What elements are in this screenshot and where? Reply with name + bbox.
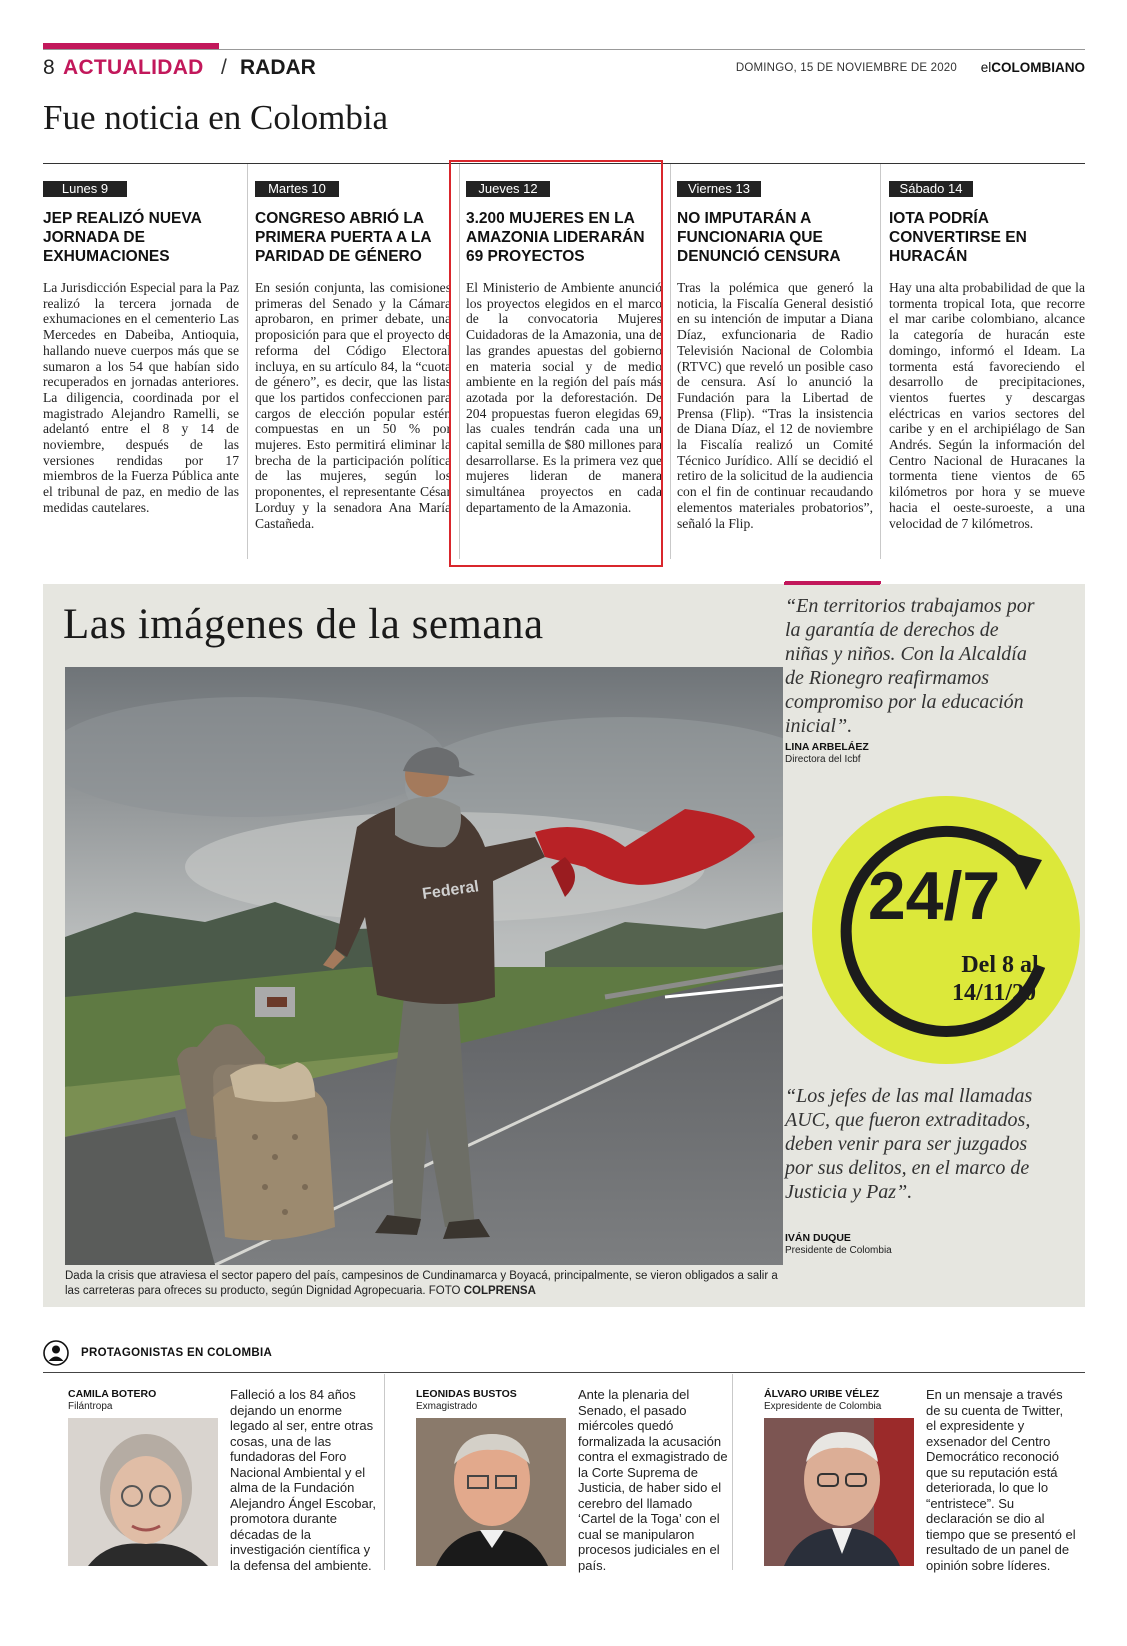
badge-range-line1: Del 8 al xyxy=(961,952,1039,978)
portrait-woman xyxy=(68,1418,218,1566)
page-number: 8 xyxy=(43,56,55,79)
protagonist-text: Falleció a los 84 años dejando un enorme legado al ser, entre otras cosas, una de las fundadoras del Foro Nacional Ambiental y el alma de la Fundación Alejandro Ángel Escobar, promotora durante décadas de la investigación científica y la defensa del ambiente. xyxy=(230,1387,376,1573)
badge-range-line2: 14/11/20 xyxy=(951,980,1037,1006)
day-tag: Lunes 9 xyxy=(43,181,127,197)
protagonist-card xyxy=(43,1374,389,1574)
protagonist-card xyxy=(391,1374,737,1574)
newspaper-name xyxy=(981,60,1085,75)
protagonists-rule xyxy=(43,1372,1085,1373)
day-tag: Jueves 12 xyxy=(466,181,550,197)
caption-text: Dada la crisis que atraviesa el sector papero del país, campesinos de Cundinamarca y Boyacá, principalmente, se vieron obligados a salir a las carreteras para ofreces su producto, según Dignidad Agropecuaria. FOTO xyxy=(65,1270,778,1297)
day-tag: Viernes 13 xyxy=(677,181,761,197)
quote-author: IVÁN DUQUE xyxy=(785,1232,851,1244)
quote-duque: “Los jefes de las mal llamadas AUC, que fueron extraditados, deben venir para ser juzgados por sus delitos, en el marco de Justicia y Paz”. xyxy=(785,1085,1033,1203)
news-headline: NO IMPUTARÁN A FUNCIONARIA QUE DENUNCIÓ CENSURA xyxy=(677,210,841,265)
protagonist-name: ÁLVARO URIBE VÉLEZ xyxy=(764,1388,880,1400)
news-column-saturday xyxy=(889,164,1085,559)
protagonist-role: Filántropa xyxy=(68,1401,113,1412)
protagonist-text: En un mensaje a través de su cuenta de Twitter, el expresidente y exsenador del Centro Democrático reconoció que su reputación está deteriorada, lo que lo “entristece”. Su declaración se dio al tiempo que se presentó el resultado de un panel de opinión sobre líderes. xyxy=(926,1387,1076,1573)
quote-author: LINA ARBELÁEZ xyxy=(785,741,869,753)
roadside-farmer-photo xyxy=(65,667,783,1265)
column-divider xyxy=(880,164,881,559)
section-name: ACTUALIDAD xyxy=(63,56,204,79)
news-column-tuesday xyxy=(255,164,451,559)
day-tag: Sábado 14 xyxy=(889,181,973,197)
protagonist-photo xyxy=(764,1418,914,1566)
quote-author-role: Presidente de Colombia xyxy=(785,1245,892,1256)
page-title: Fue noticia en Colombia xyxy=(43,98,389,137)
jacket-text: Federal xyxy=(421,878,480,903)
quote-accent-bar xyxy=(784,582,880,585)
protagonist-divider xyxy=(732,1374,733,1570)
section-separator: / xyxy=(221,56,227,79)
news-body: El Ministerio de Ambiente anunció los proyectos elegidos en el marco de la convocatoria Mujeres Cuidadoras de la Amazonia, una de las grandes apuestas del gobierno en materia social y de medio ambiente en la región del país más azotada por la deforestación. De 204 propuestas fueron elegidas 69, las cuales tendrán cada una un capital semilla de $80 millones para desarrollarse. Es la primera vez que mujeres lideran de manera simultánea proyectos en cada departamento de la Amazonia. xyxy=(466,280,662,515)
issue-date: DOMINGO, 15 DE NOVIEMBRE DE 2020 xyxy=(735,62,957,74)
protagonists-header xyxy=(43,1340,1085,1368)
highlight-box xyxy=(449,160,663,567)
protagonist-name: CAMILA BOTERO xyxy=(68,1388,157,1400)
portrait-older-man xyxy=(764,1418,914,1566)
news-headline: JEP REALIZÓ NUEVA JORNADA DE EXHUMACIONES xyxy=(43,210,202,265)
photo-caption xyxy=(65,1269,783,1299)
protagonist-photo xyxy=(416,1418,566,1566)
protagonist-role: Expresidente de Colombia xyxy=(764,1401,882,1412)
news-body: Tras la polémica que generó la noticia, la Fiscalía General desistió en su intención de imputar a Diana Díaz, exfuncionaria de Radio Televisión Nacional de Colombia (RTVC) que reveló un posible caso de censura. Así lo anunció la Fundación para la Libertad de Prensa (Flip). “Tras la insistencia de Diana Díaz, el 12 de noviembre la Fiscalía realizó un Comité Técnico Jurídico. Allí se decidió el retiro de la solicitud de la audiencia con el fin de continuar recaudando elementos materiales probatorios”, señaló la Flip. xyxy=(677,280,873,531)
protagonist-photo xyxy=(68,1418,218,1566)
quote-arbelaez: “En territorios trabajamos por la garantía de derechos de niñas y niños. Con la Alcaldía de Rionegro reafirmamos compromiso por la educación inicial”. xyxy=(785,595,1035,737)
news-body: En sesión conjunta, las comisiones primeras del Senado y la Cámara aprobaron, en primer debate, una proposición para que el proyecto de reforma del Código Electoral incluya, en su artículo 84, la “cuota de género”, es decir, que las listas que los partidos confeccionen para cargos de elección popular estén compuestas en un 50 % por mujeres. Esto permitirá eliminar la brecha de la participación política de las mujeres, según los proponentes, el representante César Lorduy y la senadora Ana María Castañeda. xyxy=(255,280,451,531)
main-photo xyxy=(65,667,783,1265)
person-icon xyxy=(43,1340,69,1366)
column-divider xyxy=(247,164,248,559)
day-tag: Martes 10 xyxy=(255,181,339,197)
news-headline: IOTA PODRÍA CONVERTIRSE EN HURACÁN xyxy=(889,210,1027,265)
protagonist-role: Exmagistrado xyxy=(416,1401,478,1412)
quote-author-role: Directora del Icbf xyxy=(785,754,861,765)
protagonist-text: Ante la plenaria del Senado, el pasado miércoles quedó formalizada la acusación contra el exmagistrado de la Corte Suprema de Justicia, de haber sido el cerebro del llamado ‘Cartel de la Toga’ con el cual se manipularon procesos judiciales en el país. xyxy=(578,1387,728,1573)
masthead xyxy=(43,56,1085,82)
protagonist-card xyxy=(739,1374,1085,1574)
images-of-week-panel xyxy=(43,584,1085,1307)
news-column-friday xyxy=(677,164,873,559)
newspaper-prefix: el xyxy=(980,60,992,75)
news-body: La Jurisdicción Especial para la Paz realizó la tercera jornada de exhumaciones en el cementerio Las Mercedes en Dabeiba, Antioquia, hallando nueve cuerpos más que se sumaron a los 54 que habían sido recuperados en jornadas anteriores. La diligencia, coordinada por el magistrado Alejandro Ramelli, se adelantó entre el 8 y 14 de noviembre, después de las versiones rendidas por 17 miembros de la Fuerza Pública ante el tribunal de paz, en medio de las medidas cautelares. xyxy=(43,280,239,515)
header-rule xyxy=(43,49,1085,50)
badge-big-text: 24/7 xyxy=(867,858,1001,934)
week-title: Las imágenes de la semana xyxy=(63,601,544,648)
newspaper-brand: COLOMBIANO xyxy=(991,60,1085,75)
subsection-name: RADAR xyxy=(240,56,316,79)
protagonist-divider xyxy=(384,1374,385,1570)
protagonist-name: LEONIDAS BUSTOS xyxy=(416,1388,517,1400)
news-headline: 3.200 MUJERES EN LA AMAZONIA LIDERARÁN 69 PROYECTOS xyxy=(466,210,645,265)
week-range-badge xyxy=(810,794,1090,1074)
news-body: Hay una alta probabilidad de que la tormenta tropical Iota, que recorre el mar caribe colombiano, alcance la categoría de huracán este domingo, informó el Ideam. La tormenta está favoreciendo el desarrollo de precipitaciones, vientos fuertes y descargas eléctricas en varios sectores del caribe y en el archipiélago de San Andrés. Según la información del Centro Nacional de Huracanes la tormenta tiene vientos de 65 kilómetros por hora y se mueve hacia el oeste-suroeste, a una velocidad de 7 kilómetros. xyxy=(889,280,1085,531)
column-divider xyxy=(670,164,671,559)
news-column-monday xyxy=(43,164,239,559)
caption-credit: COLPRENSA xyxy=(463,1285,536,1297)
protagonists-title: PROTAGONISTAS EN COLOMBIA xyxy=(81,1347,273,1359)
portrait-man xyxy=(416,1418,566,1566)
news-headline: CONGRESO ABRIÓ LA PRIMERA PUERTA A LA PARIDAD DE GÉNERO xyxy=(255,210,431,265)
badge-circle xyxy=(810,794,1090,1074)
